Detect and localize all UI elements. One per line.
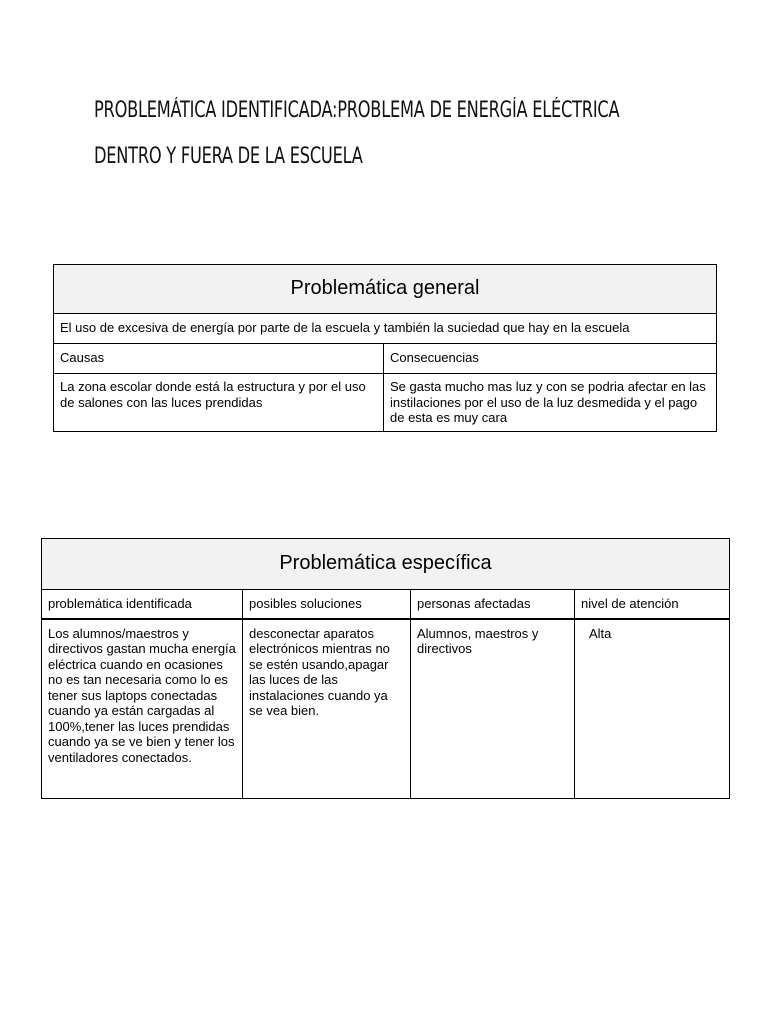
header-attention-level: nivel de atención [575,590,730,619]
specific-table-title: Problemática específica [42,539,730,590]
header-problem-identified: problemática identificada [42,590,243,619]
causes-text: La zona escolar donde está la estructura y por el uso de salones con las luces prendidas [54,374,384,432]
consequences-text: Se gasta mucho mas luz y con se podria afectar en las instilaciones por el uso de la luz desmedida y el pago de esta es muy cara [384,374,717,432]
cell-problem-identified: Los alumnos/maestros y directivos gastan mucha energía eléctrica cuando en ocasiones no es tan necesaria como lo es tener sus laptops conectadas cuando ya están cargadas al 100%,tener las luces prendidas cuando ya se ve bien y tener los ventiladores conectados. [42,619,243,799]
cell-possible-solutions: desconectar aparatos electrónicos mientras no se estén usando,apagar las luces de las instalaciones cuando ya se vea bien. [243,619,411,799]
document-heading [94,88,620,180]
cell-attention-level: Alta [575,619,730,799]
general-description: El uso de excesiva de energía por parte de la escuela y también la suciedad que hay en la escuela [54,314,717,344]
heading-line-2: DENTRO Y FUERA DE LA ESCUELA [94,144,363,169]
heading-line-1: PROBLEMÁTICA IDENTIFICADA:PROBLEMA DE ENERGÍA ELÉCTRICA [94,98,620,123]
specific-problem-table [41,538,730,799]
header-affected-people: personas afectadas [411,590,575,619]
cell-affected-people: Alumnos, maestros y directivos [411,619,575,799]
consequences-header: Consecuencias [384,344,717,374]
causes-header: Causas [54,344,384,374]
header-possible-solutions: posibles soluciones [243,590,411,619]
general-table-title: Problemática general [54,265,717,314]
general-problem-table [53,264,717,432]
